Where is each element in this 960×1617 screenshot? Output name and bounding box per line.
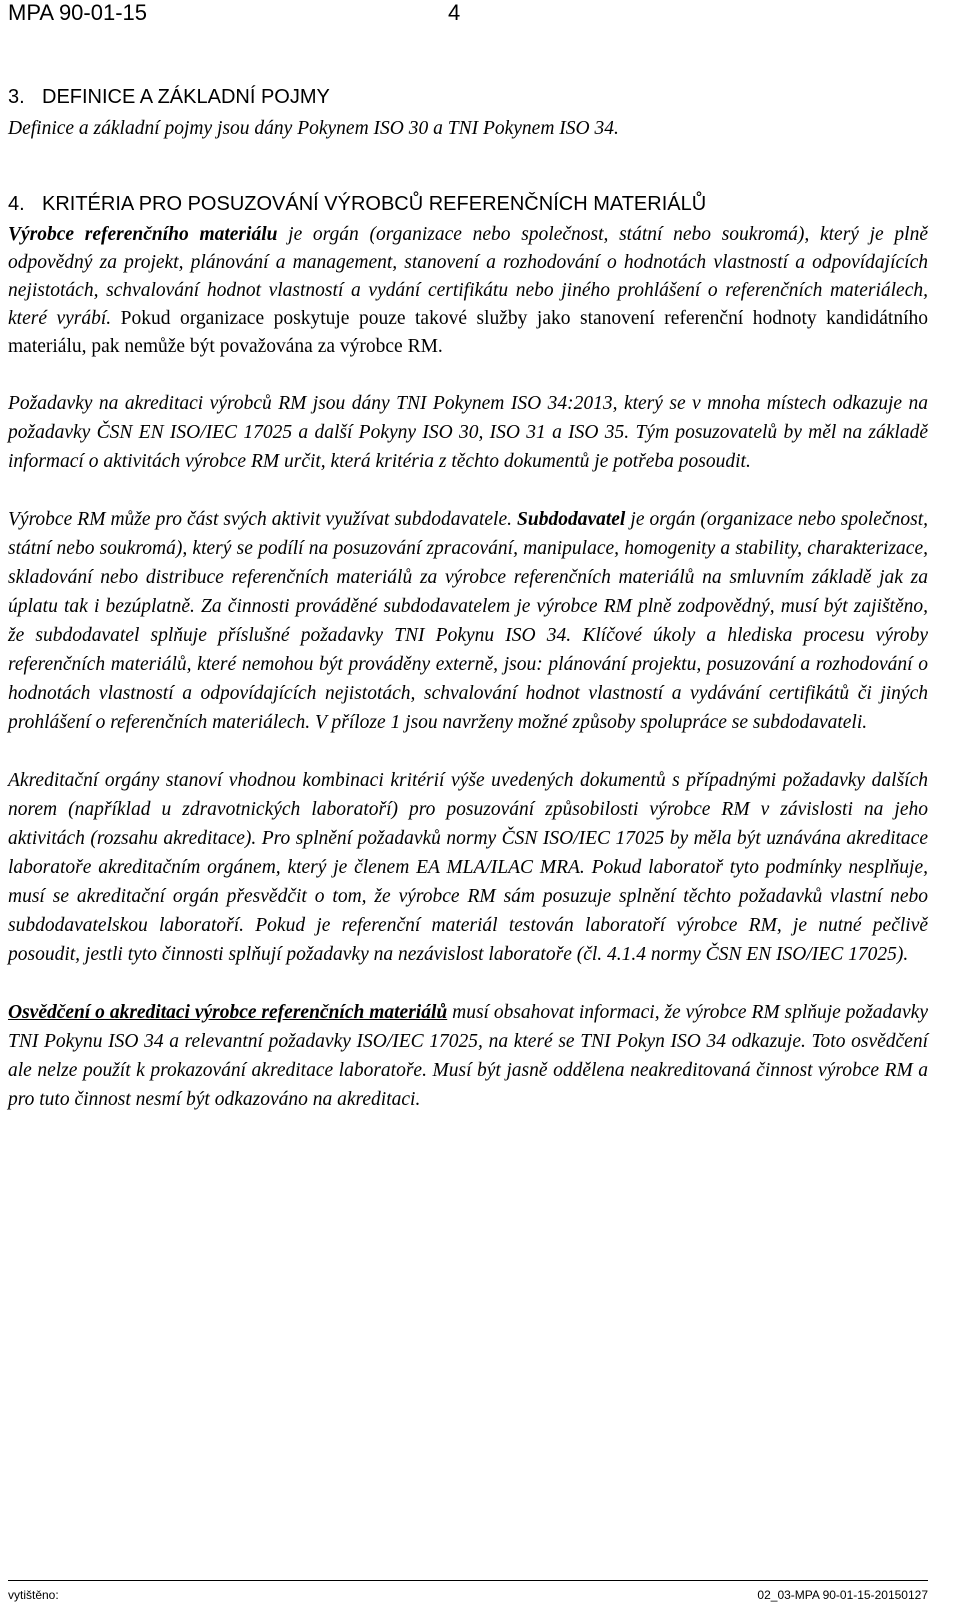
section-3 bbox=[8, 84, 928, 143]
paragraph-accreditation-certificate bbox=[8, 998, 928, 1114]
file-reference: 02_03-MPA 90-01-15-20150127 bbox=[757, 1588, 928, 1602]
section-3-title: DEFINICE A ZÁKLADNÍ POJMY bbox=[42, 86, 330, 108]
section-3-text: Definice a základní pojmy jsou dány Pokynem ISO 30 a TNI Pokynem ISO 34. bbox=[8, 118, 619, 139]
term-rm-producer: Výrobce referenčního materiálu bbox=[8, 224, 278, 245]
paragraph-subcontractors-text-b: je orgán (organizace nebo společnost, státní nebo soukromá), který se podílí na posuzování zpracování, manipulace, homogenity a stability, charakterizace, skladování nebo distribuce referenčních materiálů za výrobce referenčních materiálů na smluvním základě jak za úplatu tak i bezúplatně. Za činnosti prováděné subdodavatelem je výrobce RM plně zodpovědný, musí být zajištěno, že subdodavatel splňuje příslušné požadavky TNI Pokynu ISO 34. Klíčové úkoly a hlediska procesu výroby referenčních materiálů, které nemohou být prováděny externě, jsou: plánování projektu, posuzování a rozhodování o hodnotách vlastností a odpovídajících nejistotách, schvalování hodnot vlastností a vydávání certifikátů či jiných prohlášení o referenčních materiálech. V příloze 1 jsou navrženy možné způsoby spolupráce se subdodavateli. bbox=[8, 509, 929, 733]
term-accreditation-certificate: Osvědčení o akreditaci výrobce referenčních materiálů bbox=[8, 1002, 448, 1023]
paragraph-subcontractors-text-a: Výrobce RM může pro část svých aktivit využívat subdodavatele. bbox=[8, 509, 518, 530]
paragraph-rm-producer-text-b: Pokud organizace poskytuje pouze takové služby jako stanovení referenční hodnoty kandidátního materiálu, pak nemůže být považována za výrobce RM. bbox=[8, 308, 928, 357]
section-4-number: 4. bbox=[8, 193, 25, 215]
section-3-number: 3. bbox=[8, 86, 25, 108]
printed-label: vytištěno: bbox=[8, 1588, 59, 1602]
paragraph-rm-producer-text-a: je orgán (organizace nebo společnost, státní nebo soukromá), který je plně odpovědný za projekt, plánování a management, stanovení a rozhodování o hodnotách vlastností a odpovídajících nejistotách, schvalování hodnot vlastností a vydání certifikátu nebo jiného prohlášení o referenčních materiálech, které vyrábí. bbox=[8, 224, 928, 329]
section-3-heading bbox=[8, 84, 928, 110]
term-subcontractor: Subdodavatel bbox=[517, 509, 626, 530]
paragraph-subcontractors bbox=[8, 505, 928, 737]
document-id: MPA 90-01-15 bbox=[8, 0, 148, 25]
paragraph-accreditation-bodies: Akreditační orgány stanoví vhodnou kombinaci kritérií výše uvedených dokumentů s případnými požadavky dalších norem (například u zdravotnických laboratoří) pro posuzování způsobilosti výrobce RM v závislosti na jeho aktivitách (rozsahu akreditace). Pro splnění požadavků normy ČSN ISO/IEC 17025 by měla být uznávána akreditace laboratoře akreditačním orgánem, který je členem EA MLA/ILAC MRA. Pokud laboratoř tyto podmínky nesplňuje, musí se akreditační orgán přesvědčit o tom, že výrobce RM sám posuzuje splnění těchto požadavků vlastní nebo subdodavatelskou laboratoří. Pokud je referenční materiál testován laboratoří výrobce RM, je nutné pečlivě posoudit, jestli tyto činnosti splňují požadavky na nezávislost laboratoře (čl. 4.1.4 normy ČSN EN ISO/IEC 17025). bbox=[8, 770, 928, 965]
section-4 bbox=[8, 191, 928, 1114]
paragraph-rm-producer-definition bbox=[8, 221, 928, 361]
footer-divider bbox=[8, 1580, 928, 1581]
paragraph-accreditation-requirements: Požadavky na akreditaci výrobců RM jsou dány TNI Pokynem ISO 34:2013, který se v mnoha místech odkazuje na požadavky ČSN EN ISO/IEC 17025 a další Pokyny ISO 30, ISO 31 a ISO 35. Tým posuzovatelů by měl na základě informací o aktivitách výrobce RM určit, která kritéria z těchto dokumentů je potřeba posoudit. bbox=[8, 393, 928, 472]
page-footer bbox=[0, 1580, 960, 1617]
section-4-title: KRITÉRIA PRO POSUZOVÁNÍ VÝROBCŮ REFERENČNÍCH MATERIÁLŮ bbox=[42, 193, 707, 215]
section-4-heading bbox=[8, 191, 928, 217]
paragraph-accreditation-certificate-text: musí obsahovat informaci, že výrobce RM splňuje požadavky TNI Pokynu ISO 34 a relevantní požadavky ISO/IEC 17025, na které se TNI Pokyn ISO 34 odkazuje. Toto osvědčení ale nelze použít k prokazování akreditace laboratoře. Musí být jasně oddělena neakreditovaná činnost výrobce RM a pro tuto činnost nesmí být odkazováno na akreditaci. bbox=[8, 1002, 928, 1110]
page-number: 4 bbox=[448, 0, 461, 25]
